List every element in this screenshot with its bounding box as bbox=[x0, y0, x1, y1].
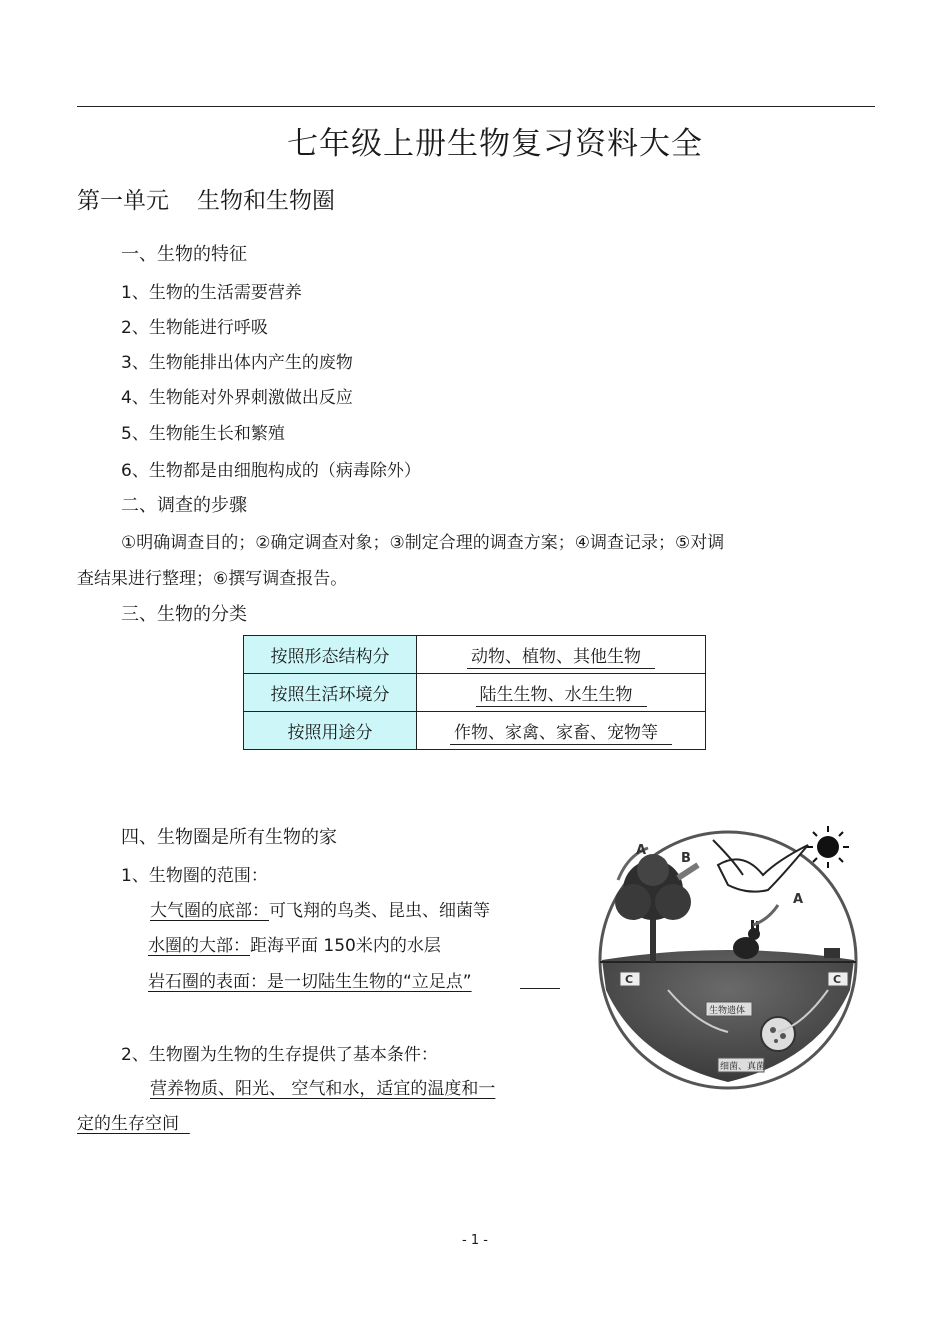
label-c2: C bbox=[833, 973, 842, 986]
section2-heading: 二、调查的步骤 bbox=[121, 495, 247, 516]
section1-heading: 一、生物的特征 bbox=[121, 244, 247, 265]
feature-item: 6、生物都是由细胞构成的（病毒除外） bbox=[121, 461, 421, 481]
section4-heading: 四、生物圈是所有生物的家 bbox=[121, 827, 337, 848]
label-a2: A bbox=[793, 892, 804, 907]
label-c1: C bbox=[625, 973, 634, 986]
feature-item: 1、生物的生活需要营养 bbox=[121, 283, 302, 303]
table-key: 按照形态结构分 bbox=[244, 636, 417, 674]
range-lithosphere bbox=[148, 967, 472, 992]
table-row bbox=[244, 712, 706, 750]
feature-item: 2、生物能进行呼吸 bbox=[121, 318, 268, 338]
header-rule bbox=[77, 106, 875, 107]
table-key: 按照生活环境分 bbox=[244, 674, 417, 712]
conditions-line1: 营养物质、阳光、 空气和水，适宜的温度和一 bbox=[150, 1079, 496, 1099]
feature-item: 3、生物能排出体内产生的废物 bbox=[121, 353, 353, 373]
table-value: 作物、家禽、家畜、宠物等 bbox=[450, 723, 672, 745]
classification-table bbox=[243, 635, 706, 750]
label-a1: A bbox=[636, 843, 647, 858]
biosphere-figure bbox=[578, 820, 888, 1090]
conditions-line2: 定的生存空间 bbox=[77, 1114, 179, 1134]
biosphere-range-heading: 1、生物圈的范围： bbox=[121, 866, 268, 886]
range-atmosphere bbox=[150, 896, 490, 921]
animal-icon bbox=[824, 948, 840, 958]
sun-icon bbox=[807, 826, 849, 868]
range-label: 岩石圈的表面： bbox=[148, 972, 267, 992]
table-key: 按照用途分 bbox=[244, 712, 417, 750]
survey-steps-line1: ①明确调查目的；②确定调查对象；③制定合理的调查方案；④调查记录；⑤对调 bbox=[121, 533, 725, 553]
tree-icon bbox=[615, 854, 691, 962]
bird-icon bbox=[713, 840, 808, 892]
range-label: 大气圈的底部： bbox=[150, 901, 269, 921]
feature-item: 5、生物能生长和繁殖 bbox=[121, 424, 285, 444]
survey-steps-line2: 查结果进行整理；⑥撰写调查报告。 bbox=[77, 569, 348, 589]
unit-name: 生物和生物圈 bbox=[197, 188, 335, 214]
conditions-heading: 2、生物圈为生物的生存提供了基本条件： bbox=[121, 1045, 438, 1065]
range-text: 是一切陆生生物的“立足点” bbox=[267, 972, 472, 992]
unit-number: 第一单元 bbox=[77, 188, 169, 214]
feature-item: 4、生物能对外界刺激做出反应 bbox=[121, 388, 353, 408]
page-number: - 1 - bbox=[462, 1233, 488, 1248]
page-title: 七年级上册生物复习资料大全 bbox=[287, 126, 703, 162]
rabbit-icon bbox=[733, 920, 760, 959]
range-hydrosphere bbox=[148, 931, 441, 956]
table-value: 陆生生物、水生生物 bbox=[476, 685, 647, 707]
underline-extension bbox=[520, 988, 560, 989]
label-decomposers: 细菌、真菌 bbox=[720, 1062, 766, 1072]
unit-heading bbox=[77, 182, 335, 215]
table-row bbox=[244, 674, 706, 712]
table-row bbox=[244, 636, 706, 674]
label-b: B bbox=[681, 851, 691, 866]
range-label: 水圈的大部： bbox=[148, 936, 250, 956]
table-value: 动物、植物、其他生物 bbox=[467, 647, 655, 669]
label-remains: 生物遗体 bbox=[709, 1006, 746, 1016]
section3-heading: 三、生物的分类 bbox=[121, 604, 247, 625]
range-text: 可飞翔的鸟类、昆虫、细菌等 bbox=[269, 901, 490, 921]
decomposer-icon bbox=[761, 1017, 795, 1051]
range-text: 距海平面 150米内的水层 bbox=[250, 936, 441, 956]
